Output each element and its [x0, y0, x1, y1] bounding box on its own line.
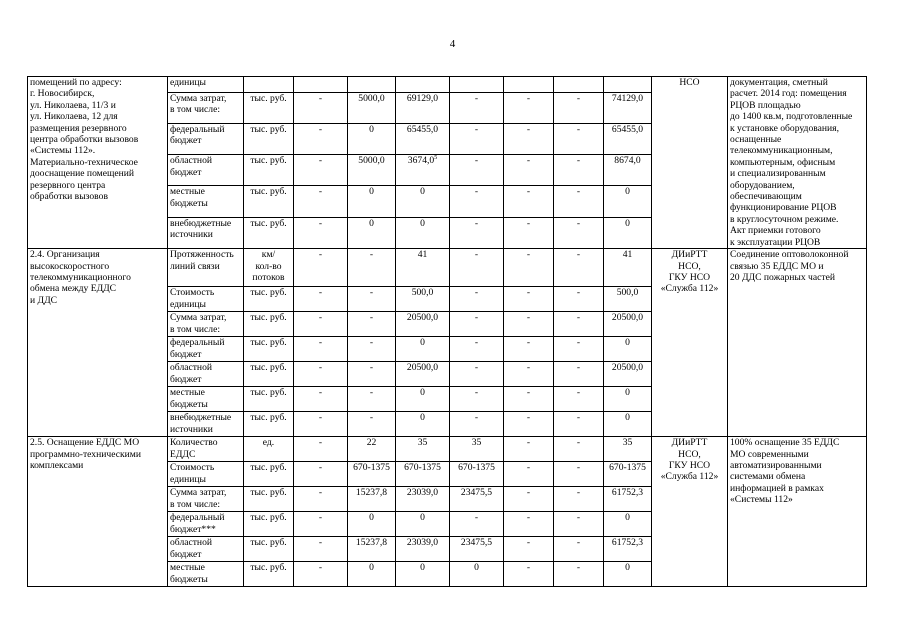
value-cell: - [294, 312, 348, 337]
footnote-mark: 5 [434, 154, 438, 161]
indicator-cell: внебюджетные источники [168, 217, 244, 248]
value-cell: 0 [396, 412, 450, 437]
value-cell: - [504, 462, 554, 487]
value-cell: 35 [604, 437, 652, 462]
value-cell: 0 [396, 186, 450, 217]
value-cell: 0 [348, 186, 396, 217]
value-cell: - [554, 387, 604, 412]
value-cell: 670-1375 [450, 462, 504, 487]
value-cell: 74129,0 [604, 92, 652, 123]
unit-cell: тыс. руб. [244, 186, 294, 217]
value-cell: - [348, 362, 396, 387]
indicator-cell: федеральный бюджет*** [168, 512, 244, 537]
value-cell: - [450, 217, 504, 248]
value-cell: - [294, 249, 348, 287]
value-cell: - [294, 155, 348, 186]
unit-cell: тыс. руб. [244, 462, 294, 487]
value-cell: - [294, 537, 348, 562]
value-cell: - [294, 123, 348, 154]
value-cell: 0 [604, 217, 652, 248]
value-cell: 61752,3 [604, 537, 652, 562]
value-cell: - [504, 512, 554, 537]
value-cell: - [504, 437, 554, 462]
indicator-cell: единицы [168, 77, 244, 93]
value-cell: 3674,0$^5$ [396, 155, 450, 186]
unit-cell: тыс. руб. [244, 92, 294, 123]
value-cell: - [294, 412, 348, 437]
value-cell: - [554, 123, 604, 154]
unit-cell [244, 77, 294, 93]
value-cell: - [450, 337, 504, 362]
value-cell: - [554, 249, 604, 287]
value-cell: 0 [348, 217, 396, 248]
value-cell: - [554, 437, 604, 462]
executor-cell: НСО [652, 77, 728, 249]
value-cell: - [554, 312, 604, 337]
value-cell: 0 [604, 186, 652, 217]
unit-cell: тыс. руб. [244, 412, 294, 437]
value-cell: - [450, 249, 504, 287]
value-cell: - [294, 437, 348, 462]
value-cell [504, 77, 554, 93]
value-cell: - [554, 487, 604, 512]
unit-cell: тыс. руб. [244, 487, 294, 512]
value-cell: 5000,0 [348, 155, 396, 186]
page-number: 4 [449, 38, 456, 50]
result-cell: Соединение оптоволоконной связью 35 ЕДДС МО и 20 ДДС пожарных частей [728, 249, 867, 437]
unit-cell: тыс. руб. [244, 287, 294, 312]
value-cell [348, 77, 396, 93]
value-cell: - [554, 412, 604, 437]
indicator-cell: местные бюджеты [168, 562, 244, 587]
unit-cell: тыс. руб. [244, 217, 294, 248]
unit-cell: тыс. руб. [244, 312, 294, 337]
value-cell: - [294, 186, 348, 217]
value-cell: 23475,5 [450, 487, 504, 512]
table-body [28, 77, 867, 587]
value-cell: - [554, 562, 604, 587]
unit-cell: тыс. руб. [244, 337, 294, 362]
value-cell: - [554, 92, 604, 123]
unit-cell: тыс. руб. [244, 123, 294, 154]
value-cell [604, 77, 652, 93]
value-cell: 61752,3 [604, 487, 652, 512]
value-cell: - [450, 287, 504, 312]
value-cell: - [450, 123, 504, 154]
indicator-cell: Сумма затрат, в том числе: [168, 487, 244, 512]
indicator-cell: Сумма затрат, в том числе: [168, 92, 244, 123]
value-cell: 20500,0 [396, 362, 450, 387]
value-cell: - [554, 362, 604, 387]
executor-cell: ДИиРТТ НСО, ГКУ НСО «Служба 112» [652, 437, 728, 587]
value-cell: 0 [396, 217, 450, 248]
value-cell: - [504, 249, 554, 287]
indicator-cell: внебюджетные источники [168, 412, 244, 437]
value-cell: 500,0 [604, 287, 652, 312]
value-cell: - [348, 312, 396, 337]
value-cell: - [348, 287, 396, 312]
value-cell: 5000,0 [348, 92, 396, 123]
value-cell: - [294, 287, 348, 312]
value-cell: 23475,5 [450, 537, 504, 562]
value-cell: - [554, 155, 604, 186]
value-cell: - [294, 362, 348, 387]
value-cell: - [504, 123, 554, 154]
value-cell: 0 [348, 512, 396, 537]
value-cell: 20500,0 [604, 312, 652, 337]
value-cell: - [450, 186, 504, 217]
value-cell: - [504, 337, 554, 362]
value-cell: 23039,0 [396, 537, 450, 562]
value-cell: 23039,0 [396, 487, 450, 512]
program-table [27, 76, 867, 587]
measure-name: помещений по адресу: г. Новосибирск, ул. Николаева, 11/3 и ул. Николаева, 12 для размещения резервного центра обработки вызовов «Системы 112». Материально-техническое дооснащение помещений резервного центра обработки вызовов [28, 77, 168, 249]
value-cell: - [554, 287, 604, 312]
value-cell: 500,0 [396, 287, 450, 312]
value-cell: 0 [604, 512, 652, 537]
value-cell: - [294, 337, 348, 362]
value-cell: 0 [604, 412, 652, 437]
value-cell: 0 [396, 562, 450, 587]
value-cell: - [504, 312, 554, 337]
unit-cell: тыс. руб. [244, 537, 294, 562]
value-cell: 0 [396, 512, 450, 537]
table-row [28, 437, 867, 462]
value-cell: 65455,0 [396, 123, 450, 154]
value-cell: - [504, 287, 554, 312]
executor-cell: ДИиРТТ НСО, ГКУ НСО «Служба 112» [652, 249, 728, 437]
indicator-cell: областной бюджет [168, 537, 244, 562]
value-cell: - [504, 362, 554, 387]
value-cell [450, 77, 504, 93]
unit-cell: тыс. руб. [244, 387, 294, 412]
indicator-cell: федеральный бюджет [168, 123, 244, 154]
value-cell: - [504, 487, 554, 512]
indicator-cell: областной бюджет [168, 155, 244, 186]
value-cell: - [504, 562, 554, 587]
indicator-cell: Стоимость единицы [168, 462, 244, 487]
value-cell: - [504, 92, 554, 123]
value-cell: - [450, 92, 504, 123]
measure-name: 2.5. Оснащение ЕДДС МО программно-техническими комплексами [28, 437, 168, 587]
value-cell: - [554, 217, 604, 248]
indicator-cell: местные бюджеты [168, 387, 244, 412]
value-cell: 0 [348, 562, 396, 587]
value-cell: 0 [450, 562, 504, 587]
value-cell: - [504, 155, 554, 186]
unit-cell: тыс. руб. [244, 362, 294, 387]
indicator-cell: областной бюджет [168, 362, 244, 387]
value-cell: - [504, 217, 554, 248]
value-cell: - [348, 337, 396, 362]
value-cell: - [554, 186, 604, 217]
value-cell: 15237,8 [348, 487, 396, 512]
value-cell: - [504, 412, 554, 437]
value-cell: 65455,0 [604, 123, 652, 154]
value-cell: 0 [396, 337, 450, 362]
value-cell: 670-1375 [604, 462, 652, 487]
value-cell: - [348, 412, 396, 437]
value-cell: - [294, 562, 348, 587]
value-cell [396, 77, 450, 93]
value-cell: 35 [450, 437, 504, 462]
value-cell: 0 [396, 387, 450, 412]
value-cell: - [348, 249, 396, 287]
value-cell: 20500,0 [396, 312, 450, 337]
value-cell: - [294, 217, 348, 248]
value-cell [554, 77, 604, 93]
indicator-cell: Стоимость единицы [168, 287, 244, 312]
value-cell: - [554, 512, 604, 537]
value-cell: - [554, 462, 604, 487]
value-cell: 8674,0 [604, 155, 652, 186]
value-cell: - [450, 362, 504, 387]
result-cell: документация, сметный расчет. 2014 год: помещения РЦОВ площадью до 1400 кв.м, подготовленные к установке оборудования, оснащенные телекоммуникационным, компьютерным, офисным и специализированным оборудованием, обеспечивающим функционирование РЦОВ в круглосуточном режиме. Акт приемки готового к эксплуатации РЦОВ [728, 77, 867, 249]
value-cell: - [450, 155, 504, 186]
measure-name: 2.4. Организация высокоскоростного телекоммуникационного обмена между ЕДДС и ДДС [28, 249, 168, 437]
unit-cell: км/ кол-во потоков [244, 249, 294, 287]
value-cell: - [294, 387, 348, 412]
value-cell: - [294, 487, 348, 512]
indicator-cell: федеральный бюджет [168, 337, 244, 362]
value-cell: - [294, 92, 348, 123]
indicator-cell: Количество ЕДДС [168, 437, 244, 462]
value-cell: - [450, 512, 504, 537]
value-cell: 35 [396, 437, 450, 462]
result-cell: 100% оснащение 35 ЕДДС МО современными автоматизированными системами обмена информацией в рамках «Системы 112» [728, 437, 867, 587]
value-cell: 20500,0 [604, 362, 652, 387]
value-cell: - [450, 387, 504, 412]
value-cell: - [554, 337, 604, 362]
value-cell: 0 [348, 123, 396, 154]
indicator-cell: Протяженность линий связи [168, 249, 244, 287]
indicator-cell: местные бюджеты [168, 186, 244, 217]
value-cell: 670-1375 [348, 462, 396, 487]
value-cell: 0 [604, 337, 652, 362]
value-cell: - [348, 387, 396, 412]
value-cell: - [504, 387, 554, 412]
value-cell: - [554, 537, 604, 562]
value-cell: 41 [396, 249, 450, 287]
value-cell: - [450, 312, 504, 337]
value-cell: - [294, 462, 348, 487]
unit-cell: тыс. руб. [244, 512, 294, 537]
value-cell: 0 [604, 387, 652, 412]
value-cell: - [450, 412, 504, 437]
value-cell: 0 [604, 562, 652, 587]
table-row [28, 77, 867, 93]
value-cell: - [504, 186, 554, 217]
value-cell: 41 [604, 249, 652, 287]
value-cell: 69129,0 [396, 92, 450, 123]
unit-cell: тыс. руб. [244, 155, 294, 186]
indicator-cell: Сумма затрат, в том числе: [168, 312, 244, 337]
value-cell [294, 77, 348, 93]
table-row [28, 249, 867, 287]
value-cell: 670-1375 [396, 462, 450, 487]
unit-cell: тыс. руб. [244, 562, 294, 587]
value-cell: 15237,8 [348, 537, 396, 562]
value-cell: - [504, 537, 554, 562]
value-cell: 22 [348, 437, 396, 462]
unit-cell: ед. [244, 437, 294, 462]
value-cell: - [294, 512, 348, 537]
